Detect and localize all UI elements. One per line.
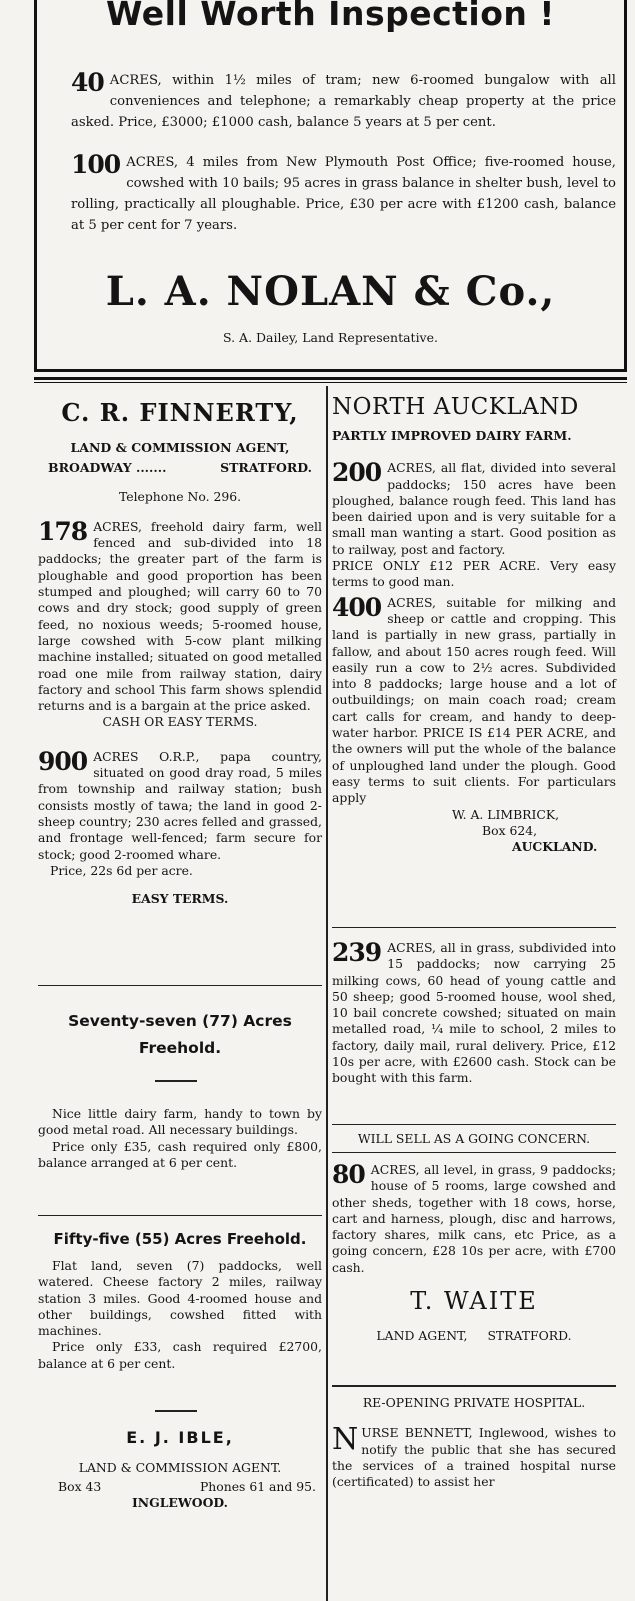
heading-55-acres: Fifty-five (55) Acres Freehold. [53, 1230, 307, 1248]
concern-heading: WILL SELL AS A GOING CONCERN. [357, 1131, 591, 1146]
section-divider [38, 985, 322, 986]
section-divider [332, 927, 616, 928]
contact-box: Box 624, [482, 822, 538, 838]
contact-name: W. A. LIMBRICK, [452, 806, 560, 822]
short-rule [155, 1410, 197, 1412]
listing-100-acres [71, 152, 616, 236]
heading-freehold: Freehold. [138, 1039, 222, 1057]
address-town: STRATFORD. [220, 460, 312, 476]
listing-text: ACRES, freehold dairy farm, well fenced and sub-divided into 18 paddocks; the greater part of the farm is ploughable and good proportion has been stumped and ploughed; will carry 60 to 70 cows and dry stock; good supply of green feed, no noxious weeds; 5-roomed house, large cowshed with 5-cow plant milking machine installed; situated on good metalled road one mile from railway station, dairy factory and school This farm shows splendid returns and is a bargain at the price asked. [38, 518, 322, 714]
drop-cap: N [332, 1422, 359, 1458]
section-divider [38, 1215, 322, 1216]
representative: S. A. Dailey, Land Representative. [222, 330, 438, 345]
listing-55-acres [38, 1228, 322, 1372]
hospital-title: RE-OPENING PRIVATE HOSPITAL. [362, 1395, 586, 1410]
address-street: BROADWAY ....... [48, 460, 167, 476]
column-divider [326, 386, 328, 1601]
region-heading: NORTH AUCKLAND [332, 394, 579, 420]
listing-text: ACRES O.R.P., papa country, situated on good dray road, 5 miles from township and railway station; bush consists mostly of tawa; the land in good 2-sheep country; 230 acres felled and grassed, and frontage well-fenced; farm secure for stock; good 2-roomed whare. [38, 748, 322, 862]
going-concern [332, 1131, 616, 1147]
acres-number: 900 [38, 746, 88, 776]
box: Box 43 [58, 1478, 102, 1494]
section-divider [332, 1152, 616, 1153]
subtitle: PARTLY IMPROVED DAIRY FARM. [332, 428, 572, 443]
price: Price only £35, cash required only £800, balance arranged at 6 per cent. [38, 1138, 322, 1170]
section-divider [332, 1385, 616, 1387]
agent-name: L. A. NOLAN & Co., [105, 268, 556, 315]
listing-text: ACRES, all in grass, subdivided into 15 paddocks; now carrying 25 milking cows, 60 head of young cattle and 50 sheep; good 5-roomed house, wool shed, 10 bail concrete cowshed; situated on main metalled road, ¼ mile to school, 2 miles to factory, daily mail, rural delivery. Price, £12 10s per acre, with £2600 cash. Stock can be bought with this farm. [332, 940, 616, 1086]
acres-number: 400 [332, 592, 382, 622]
ible-agent [38, 1430, 322, 1511]
short-rule [155, 1080, 197, 1082]
headline: Well Worth Inspection ! [106, 0, 555, 33]
listing-40-acres [71, 70, 616, 133]
acres-number: 178 [38, 516, 88, 546]
listing-239-acres [332, 940, 616, 1087]
heading-77-acres: Seventy-seven (77) Acres [68, 1012, 292, 1030]
finnerty-title: LAND & COMMISSION AGENT, [70, 440, 290, 455]
nolan-advertisement [34, 0, 627, 372]
right-column [332, 392, 616, 855]
left-column-lower [38, 1010, 322, 1060]
listing-text: ACRES, all flat, divided into several paddocks; 150 acres have been ploughed, balance rough feed. This land has been dairied upon and is very suitable for a small man wanting a start. Good position as to railway, post and factory. [332, 460, 616, 557]
acres-number: 80 [332, 1160, 365, 1189]
acres-number: 239 [332, 938, 382, 967]
listing-text: Flat land, seven (7) paddocks, well watered. Cheese factory 2 miles, railway station 3 miles. Good 4-roomed house and other buildings, cowshed fitted with machines. [38, 1258, 322, 1339]
price: PRICE ONLY £12 PER ACRE. Very easy terms to good man. [332, 558, 616, 590]
agent-title: LAND AGENT, [376, 1328, 468, 1344]
notice-text: URSE BENNETT, Inglewood, wishes to notify the public that she has secured the services of a trained hospital nurse (certificated) to assist her [332, 1425, 616, 1490]
listing-900-acres [38, 746, 322, 863]
waite-name: T. WAITE [410, 1287, 538, 1316]
acres-number: 40 [71, 68, 104, 97]
listing-text: ACRES, suitable for milking and sheep or cattle and cropping. This land is partially in new grass, partially in fallow, and about 150 acres rough feed. Will easily run a cow to 2½ acres. Subdivided into 8 paddocks; large house and a lot of outbuildings; on main coach road; cream cart calls for cream, and handy to deep-water harbor. PRICE IS £14 PER ACRE, and the owners will put the whole of the balance of unploughed land under the plough. Good easy terms to suit clients. For particulars apply [332, 594, 616, 806]
terms: CASH OR EASY TERMS. [102, 714, 258, 730]
ible-name: E. J. IBLE, [126, 1428, 234, 1447]
terms: EASY TERMS. [131, 891, 229, 907]
column-top-rule [34, 377, 627, 380]
hospital-text [332, 1422, 616, 1490]
acres-number: 200 [332, 458, 382, 488]
agent-town: STRATFORD. [487, 1328, 572, 1344]
left-column [38, 398, 322, 907]
listing-200-acres [332, 460, 616, 558]
phones: Phones 61 and 95. [199, 1478, 316, 1494]
listing-text: Nice little dairy farm, handy to town by good metal road. All necessary buildings. [38, 1106, 322, 1138]
ible-title: LAND & COMMISSION AGENT. [78, 1460, 282, 1476]
ible-contact [38, 1479, 322, 1495]
listing-text: ACRES, 4 miles from New Plymouth Post Office; five-roomed house, cowshed with 10 bails; 95 acres in grass balance in shelter bush, level to rolling, practically all ploughable. Price, £30 per acre with £1200 cash, balance at 5 per cent for 7 years. [71, 155, 616, 233]
price: Price, 22s 6d per acre. [50, 862, 193, 878]
acres-number: 100 [71, 150, 121, 179]
hospital-notice [332, 1395, 616, 1490]
section-divider [332, 1124, 616, 1125]
finnerty-name: C. R. FINNERTY, [61, 398, 299, 427]
listing-80-acres [332, 1162, 616, 1344]
town: INGLEWOOD. [132, 1494, 228, 1510]
waite-title [332, 1328, 616, 1344]
listing-178-acres [38, 516, 322, 715]
finnerty-address [38, 460, 322, 476]
telephone: Telephone No. 296. [118, 488, 242, 504]
listing-80-text [332, 1162, 616, 1276]
listing-text: ACRES, within 1½ miles of tram; new 6-roomed bungalow with all conveniences and telephone; a remarkably cheap property at the price asked. Price, £3000; £1000 cash, balance 5 years at 5 per cent. [71, 73, 616, 130]
listing-77-acres [38, 1106, 322, 1171]
price: Price only £33, cash required £2700, balance at 6 per cent. [38, 1339, 322, 1371]
right-column-lower [332, 940, 616, 1087]
listing-text: ACRES, all level, in grass, 9 paddocks; house of 5 rooms, large cowshed and other sheds, together with 18 cows, horse, cart and harness, plough, disc and harrows, factory shares, milk cans, etc Price, as a going concern, £28 10s per acre, with £700 cash. [332, 1162, 616, 1275]
contact-city: AUCKLAND. [512, 839, 598, 855]
column-top-rule-thin [34, 382, 627, 383]
listing-400-acres [332, 592, 616, 807]
